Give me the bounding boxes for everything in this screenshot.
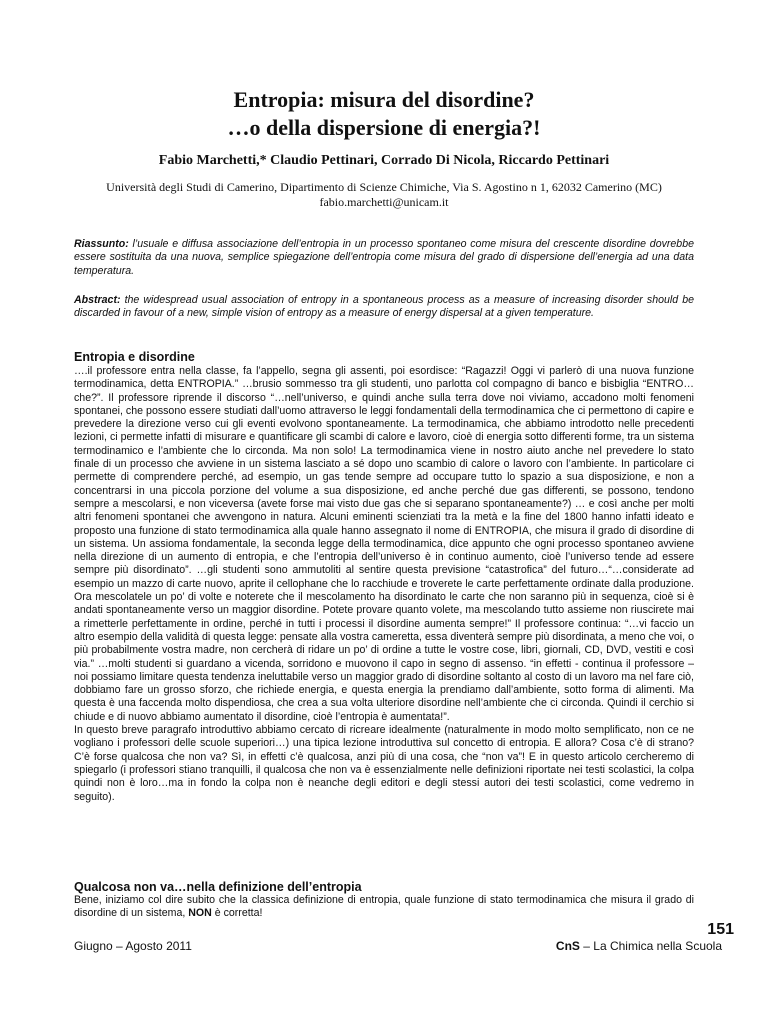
abstract-label: Abstract: xyxy=(74,294,121,306)
abstract-text: the widespread usual association of entropy in a spontaneous process as a measure of increasing disorder should be discarded in favour of a new, simple vision of entropy as a measure of energy dispersal at a given temperature. xyxy=(74,294,694,320)
article-title xyxy=(0,86,768,142)
footer-issue-date: Giugno – Agosto 2011 xyxy=(74,939,192,953)
body-text: è corretta! xyxy=(211,907,263,920)
riassunto-text: l’usuale e diffusa associazione dell’entropia in un processo spontaneo come misura del crescente disordine dovrebbe essere sostituita da una nuova, semplice spiegazione dell’entropia come misura del grado di dispersione dell’energia ad una data temperatura. xyxy=(74,238,694,277)
body-paragraph xyxy=(74,894,694,921)
riassunto-block xyxy=(74,238,694,278)
title-line-2: …o della dispersione di energia?! xyxy=(227,115,541,140)
body-text: Bene, iniziamo col dire subito che la classica definizione di entropia, quale funzione di stato termodinamica che misura il grado di disordine di un sistema, xyxy=(74,894,694,920)
contact-email: fabio.marchetti@unicam.it xyxy=(319,195,449,209)
section-heading-qualcosa-non-va: Qualcosa non va…nella definizione dell’entropia xyxy=(74,880,362,894)
body-paragraph: In questo breve paragrafo introduttivo abbiamo cercato di ricreare idealmente (naturalmente in modo molto semplificato, non ce ne vogliano i professori delle scuole superiori…) una tipica lezione introduttiva sul concetto di entropia. E allora? Cosa c’è di strano? C’è forse qualcosa che non va? Sì, in effetti c’è qualcosa, anzi più di una cosa, che “non va”! E in questo articolo cercheremo di spiegarlo (i professori stiano tranquilli, il qualcosa che non va è essenzialmente nelle definizioni riportate nei testi scolastici, la colpa quindi non è loro…ma in fondo la colpa non è neanche degli editori e degli stessi autori dei testi scolastici, come vedremo in seguito). xyxy=(74,724,694,803)
affiliation xyxy=(0,180,768,210)
riassunto-label: Riassunto: xyxy=(74,238,129,250)
journal-abbreviation: CnS xyxy=(555,939,580,953)
section-heading-entropia-disordine: Entropia e disordine xyxy=(74,350,195,364)
affiliation-address: Università degli Studi di Camerino, Dipartimento di Scienze Chimiche, Via S. Agostino n 1, 62032 Camerino (MC) xyxy=(106,180,662,194)
author-list: Fabio Marchetti,* Claudio Pettinari, Corrado Di Nicola, Riccardo Pettinari xyxy=(158,153,610,168)
section-body-entropia-disordine xyxy=(74,365,694,804)
title-line-1: Entropia: misura del disordine? xyxy=(233,87,535,112)
page-number: 151 xyxy=(707,921,734,938)
emphasis-text: NON xyxy=(188,907,212,920)
journal-title: – La Chimica nella Scuola xyxy=(579,939,722,953)
body-paragraph: ….il professore entra nella classe, fa l’appello, segna gli assenti, poi esordisce: “Ragazzi! Oggi vi parlerò di una nuova funzione termodinamica, detta ENTROPIA.” …brusio sommesso tra gli studenti, uno parlotta col compagno di banco e bisbiglia “ENTRO…che?”. Il professore riprende il discorso “…nell’universo, e quindi anche sulla terra dove noi viviamo, accadono molti fenomeni spontanei, che possono essere studiati dall’uomo attraverso le leggi fondamentali della termodinamica che ci permettono di capire e prevedere la direzione verso cui gli eventi evolvono spontaneamente. La termodinamica, che abbiamo introdotto nelle precedenti lezioni, ci permette infatti di misurare e quantificare gli scambi di calore e lavoro, cioè di energia sotto differenti forme, tra un sistema termodinamico e l’ambiente che lo circonda. Ma non solo! La termodinamica viene in nostro aiuto anche nel prevedere lo stato finale di un processo che avviene in un sistema lasciato a sé dopo uno scambio di calore o lavoro con l’ambiente. In particolare ci permette di comprendere perché, ad esempio, un gas tende sempre ad occupare tutto lo spazio a sua disposizione, e non a concentrarsi in una piccola porzione del volume a sua disposizione, ed anche perché due gas differenti, se possono, tendono sempre a mescolarsi, e non viceversa (avete forse mai visto due gas che si separano spontaneamente?) … e così anche per molti altri fenomeni spontanei che avvengono in natura. Alcuni eminenti scienziati tra la metà e la fine del 1800 hanno infatti ideato e proposto una funzione di stato termodinamica alla quale hanno assegnato il nome di ENTROPIA, che misura il grado di disordine di un sistema. Un assioma fondamentale, la seconda legge della termodinamica, dice appunto che ogni processo spontaneo avviene nella direzione di un aumento di entropia, e che l’entropia dell’universo è in continuo aumento, cioè l’universo tende ad essere sempre più disordinato”. …gli studenti sono ammutoliti al sentire questa previsione “catastrofica” del futuro…“…considerate ad esempio un mazzo di carte nuovo, aprite il cellophane che lo racchiude e troverete le carte perfettamente ordinate dalla produzione. Ora mescolatele un po’ di volte e noterete che il mescolamento ha disordinato le carte che non saranno più in sequenza, cioè si è andati spontaneamente verso un maggior disordine. Potete provare quanto volete, ma mescolando tutto assieme non riuscirete mai a rimetterle perfettamente in ordine, perché in tutti i processi il disordine aumenta sempre!” Il professore continua: “…vi faccio un altro esempio della validità di questa legge: pensate alla vostra cameretta, essa diventerà sempre più disordinata, a meno che voi, o più probabilmente vostra madre, non cercherà di ridare un po’ di ordine a tutte le vostre cose, libri, giornali, CD, DVD, vestiti e così via.” …molti studenti si guardano a vicenda, sorridono e muovono il capo in segno di assenso. “in effetti - continua il professore – noi possiamo limitare questa tendenza ineluttabile verso un maggior grado di disordine soltanto al costo di un lavoro ma nel fare ciò, dobbiamo fare un grosso sforzo, che richiede energia, e questa energia la prendiamo dall’ambiente, sotto forma di alimenti. Ma questa è una faccenda molto dispendiosa, che crea a sua volta ulteriore disordine nell’ambiente che ci circonda. Quindi il cerchio si chiude e di nuovo abbiamo aumentato il disordine, cioè l’entropia è aumentata!”. xyxy=(74,365,694,723)
footer-journal-name xyxy=(500,939,722,953)
abstract-block xyxy=(74,294,694,321)
section-body-qualcosa-non-va xyxy=(74,894,694,921)
